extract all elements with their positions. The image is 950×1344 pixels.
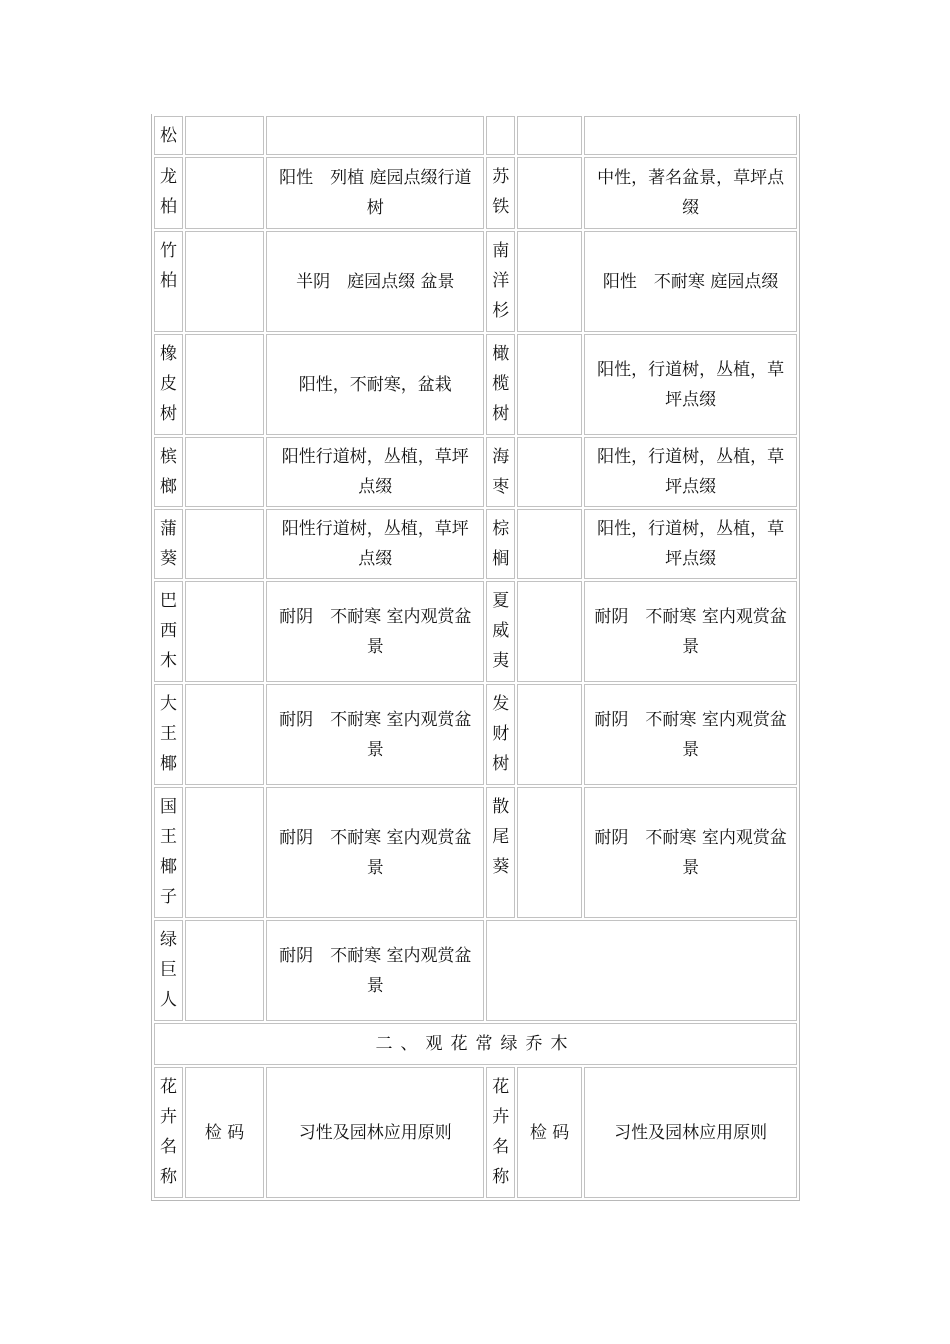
table-row	[154, 437, 797, 507]
plant-name: 发财树	[492, 694, 510, 774]
plant-name-cell	[154, 437, 183, 507]
header-desc-cell: 习性及园林应用原则	[584, 1067, 797, 1198]
code-cell	[185, 231, 265, 332]
code-cell	[185, 684, 265, 785]
plant-name: 大王椰	[160, 694, 177, 774]
plant-name: 巴西木	[160, 591, 177, 671]
header-code-cell: 检 码	[185, 1067, 265, 1198]
plant-name-cell	[154, 334, 183, 435]
plant-table	[151, 114, 800, 1201]
table-row	[154, 787, 797, 918]
plant-name-cell	[154, 116, 183, 155]
habit-cell	[266, 787, 484, 918]
code-cell	[185, 509, 265, 579]
habit-cell	[584, 509, 797, 579]
habit-text: 耐阴 不耐寒 室内观赏盆景	[279, 606, 472, 657]
plant-name-cell	[486, 581, 515, 682]
habit-cell	[266, 334, 484, 435]
plant-name-cell	[486, 157, 515, 229]
plant-name: 橄榄树	[492, 344, 510, 424]
habit-text: 耐阴 不耐寒 室内观赏盆景	[594, 606, 787, 657]
plant-name-cell	[154, 157, 183, 229]
habit-text: 阳性行道树，丛植，草坪点缀	[281, 447, 469, 497]
plant-name: 南洋杉	[492, 241, 510, 321]
section-row	[154, 1023, 797, 1065]
habit-cell	[266, 509, 484, 579]
plant-name: 花卉名称	[492, 1077, 510, 1187]
habit-cell	[584, 581, 797, 682]
habit-text: 阳性，行道树，丛植，草坪点缀	[597, 519, 785, 569]
plant-name: 棕榈	[492, 519, 510, 569]
plant-name-cell	[154, 920, 183, 1021]
table-row	[154, 157, 797, 229]
habit-cell	[584, 684, 797, 785]
table-row	[154, 509, 797, 579]
habit-cell	[266, 581, 484, 682]
code-cell	[517, 157, 582, 229]
habit-text: 阳性，行道树，丛植，草坪点缀	[597, 359, 785, 410]
header-code-cell: 检 码	[517, 1067, 582, 1198]
habit-text: 阳性 不耐寒 庭园点缀	[602, 271, 779, 292]
plant-name: 橡皮树	[160, 344, 177, 424]
header-row	[154, 1067, 797, 1198]
header-name-cell	[486, 1067, 515, 1198]
header-name-cell	[154, 1067, 183, 1198]
code-cell	[185, 437, 265, 507]
code-cell	[517, 116, 582, 155]
code-cell	[185, 116, 265, 155]
code-cell	[517, 437, 582, 507]
plant-name-cell	[486, 787, 515, 918]
plant-name-cell	[486, 684, 515, 785]
empty-merged-cell	[486, 920, 797, 1021]
plant-name: 散尾葵	[492, 797, 510, 877]
table-row	[154, 581, 797, 682]
habit-text: 耐阴 不耐寒 室内观赏盆景	[279, 945, 472, 996]
code-cell	[517, 684, 582, 785]
habit-text: 半阴 庭园点缀 盆景	[296, 271, 455, 292]
plant-name-cell	[486, 231, 515, 332]
plant-name: 夏威夷	[492, 591, 510, 671]
habit-text: 耐阴 不耐寒 室内观赏盆景	[594, 827, 787, 878]
code-cell	[185, 920, 265, 1021]
plant-name-cell	[486, 509, 515, 579]
habit-text: 阳性，不耐寒，盆栽	[298, 374, 452, 395]
habit-cell	[266, 684, 484, 785]
header-desc-cell: 习性及园林应用原则	[266, 1067, 484, 1198]
habit-cell	[266, 116, 484, 155]
habit-text: 耐阴 不耐寒 室内观赏盆景	[279, 709, 472, 760]
habit-text: 耐阴 不耐寒 室内观赏盆景	[594, 709, 787, 760]
habit-cell	[584, 334, 797, 435]
plant-table-page	[151, 114, 800, 1201]
plant-name-cell	[486, 437, 515, 507]
plant-name: 苏铁	[492, 167, 510, 217]
code-cell	[185, 581, 265, 682]
plant-name: 绿巨人	[160, 930, 177, 1010]
code-cell	[185, 157, 265, 229]
table-row	[154, 231, 797, 332]
table-row	[154, 920, 797, 1021]
plant-name: 竹柏	[160, 241, 177, 291]
plant-name: 花卉名称	[160, 1077, 177, 1187]
code-cell	[185, 334, 265, 435]
habit-text: 阳性行道树，丛植，草坪点缀	[281, 519, 469, 569]
habit-cell	[266, 437, 484, 507]
plant-name-cell	[154, 787, 183, 918]
plant-name-cell	[486, 116, 515, 155]
plant-name-cell	[154, 581, 183, 682]
habit-cell	[266, 920, 484, 1021]
code-cell	[517, 334, 582, 435]
code-cell	[185, 787, 265, 918]
habit-cell	[584, 437, 797, 507]
table-row	[154, 684, 797, 785]
habit-cell	[266, 157, 484, 229]
section-title: 二、观花常绿乔木	[154, 1023, 797, 1065]
plant-name: 蒲葵	[160, 519, 177, 569]
plant-name: 槟榔	[160, 447, 177, 497]
plant-name-cell	[486, 334, 515, 435]
habit-text: 中性，著名盆景，草坪点缀	[597, 168, 785, 218]
habit-text: 耐阴 不耐寒 室内观赏盆景	[279, 827, 472, 878]
table-row	[154, 116, 797, 155]
habit-cell	[584, 157, 797, 229]
plant-name: 龙柏	[160, 167, 177, 217]
plant-name: 国王椰子	[160, 797, 177, 907]
habit-cell	[584, 116, 797, 155]
plant-name: 松	[160, 126, 177, 146]
habit-cell	[266, 231, 484, 332]
code-cell	[517, 231, 582, 332]
code-cell	[517, 787, 582, 918]
code-cell	[517, 509, 582, 579]
plant-name-cell	[154, 684, 183, 785]
habit-text: 阳性 列植 庭园点缀行道树	[279, 168, 472, 218]
plant-name: 海枣	[492, 447, 510, 497]
table-row	[154, 334, 797, 435]
code-cell	[517, 581, 582, 682]
habit-cell	[584, 787, 797, 918]
plant-name-cell	[154, 231, 183, 332]
habit-cell	[584, 231, 797, 332]
plant-name-cell	[154, 509, 183, 579]
habit-text: 阳性，行道树，丛植，草坪点缀	[597, 447, 785, 497]
